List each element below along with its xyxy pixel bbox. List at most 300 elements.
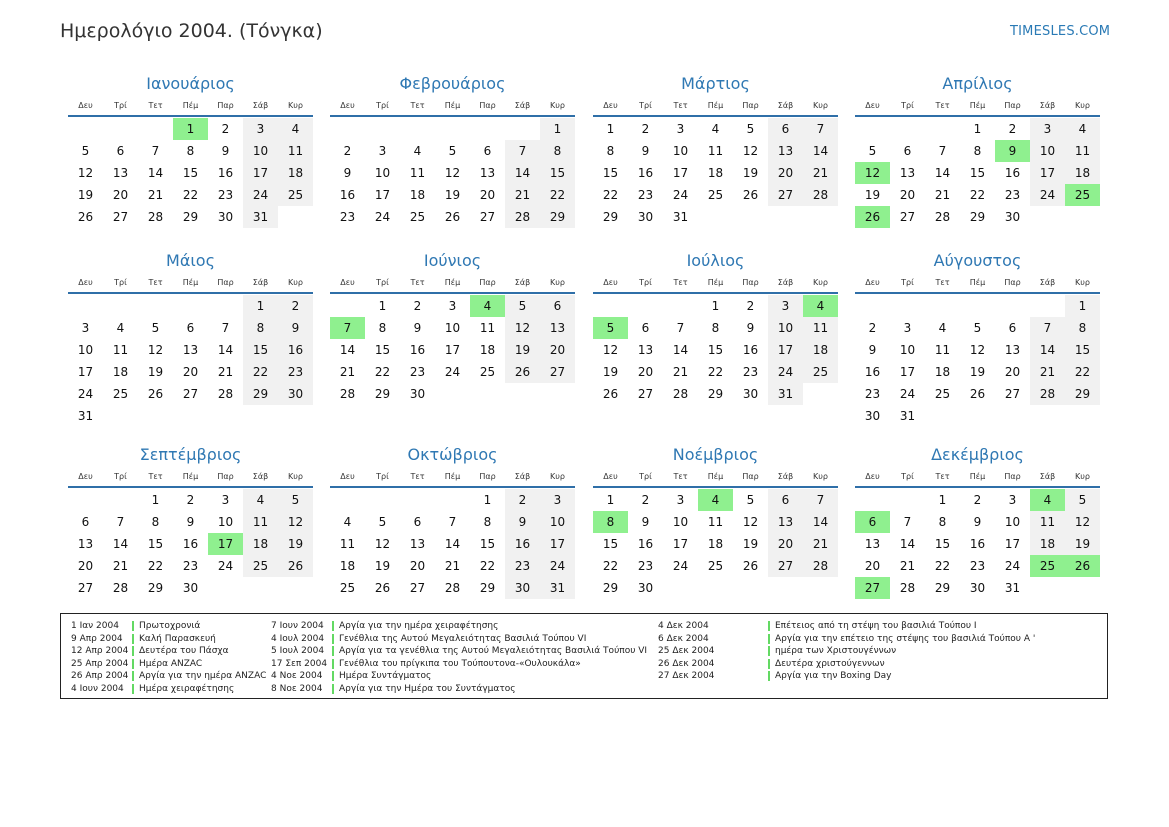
day-cell: 18 bbox=[803, 339, 838, 361]
day-cell: 5 bbox=[448, 144, 457, 158]
empty-cell bbox=[330, 118, 365, 140]
day-cell: 4 bbox=[343, 515, 352, 529]
month-name: Μάρτιος bbox=[681, 74, 750, 93]
header-divider bbox=[330, 115, 575, 117]
month-block bbox=[855, 444, 1100, 599]
day-cell: 22 bbox=[540, 184, 575, 206]
day-cell: 30 bbox=[864, 409, 881, 423]
holiday-date: 26 Απρ 2004 bbox=[71, 671, 129, 681]
day-cell: 5 bbox=[278, 489, 313, 511]
day-cell: 11 bbox=[707, 144, 724, 158]
day-cell: 16 bbox=[278, 339, 313, 361]
day-cell: 28 bbox=[899, 581, 916, 595]
day-cell: 6 bbox=[1008, 321, 1017, 335]
day-cell: 30 bbox=[182, 581, 199, 595]
month-block bbox=[593, 73, 838, 228]
day-cell: 19 bbox=[602, 365, 619, 379]
day-cell: 14 bbox=[1030, 339, 1065, 361]
day-cell: 14 bbox=[339, 343, 356, 357]
holiday-entry bbox=[271, 670, 647, 683]
empty-cell bbox=[68, 118, 103, 140]
holiday-day-cell: 8 bbox=[593, 511, 628, 533]
day-cell: 24 bbox=[444, 365, 461, 379]
weekday-label: Πέμ bbox=[182, 101, 199, 110]
day-cell: 17 bbox=[1030, 162, 1065, 184]
weekday-label: Παρ bbox=[1004, 101, 1021, 110]
weekday-label: Τετ bbox=[673, 101, 688, 110]
day-cell: 21 bbox=[803, 162, 838, 184]
site-link[interactable]: TIMESLES.COM bbox=[1010, 24, 1111, 39]
day-cell: 29 bbox=[707, 387, 724, 401]
weekday-label: Παρ bbox=[479, 101, 496, 110]
day-cell: 30 bbox=[505, 577, 540, 599]
day-cell: 13 bbox=[409, 537, 426, 551]
day-cell: 5 bbox=[151, 321, 160, 335]
holiday-date: 4 Δεκ 2004 bbox=[658, 621, 709, 631]
day-cell: 12 bbox=[1065, 511, 1100, 533]
day-cell: 4 bbox=[116, 321, 125, 335]
day-cell: 22 bbox=[969, 188, 986, 202]
day-cell: 30 bbox=[409, 387, 426, 401]
day-cell: 25 bbox=[243, 555, 278, 577]
weekday-label: Κυρ bbox=[1075, 278, 1090, 287]
weekday-label: Κυρ bbox=[813, 101, 828, 110]
day-cell: 9 bbox=[641, 144, 650, 158]
day-cell: 20 bbox=[540, 339, 575, 361]
holiday-marker bbox=[768, 671, 770, 681]
empty-cell bbox=[960, 295, 995, 317]
day-cell: 17 bbox=[444, 343, 461, 357]
weekday-header bbox=[593, 276, 838, 290]
weekday-label: Τετ bbox=[410, 278, 425, 287]
day-cell: 18 bbox=[707, 537, 724, 551]
weekday-label: Κυρ bbox=[1075, 101, 1090, 110]
weekday-label: Σάβ bbox=[252, 278, 269, 287]
day-cell: 2 bbox=[1008, 122, 1017, 136]
day-cell: 7 bbox=[151, 144, 160, 158]
day-cell: 15 bbox=[243, 339, 278, 361]
day-cell: 25 bbox=[707, 188, 724, 202]
month-name: Ιούλιος bbox=[686, 251, 745, 270]
day-cell: 11 bbox=[707, 515, 724, 529]
holiday-marker bbox=[332, 621, 334, 631]
empty-cell bbox=[68, 489, 103, 511]
empty-cell bbox=[855, 295, 890, 317]
day-cell: 16 bbox=[969, 537, 986, 551]
holiday-name: Ημέρα χειραφέτησης bbox=[139, 683, 235, 694]
day-cell: 10 bbox=[899, 343, 916, 357]
day-cell: 11 bbox=[243, 511, 278, 533]
weekday-label: Πέμ bbox=[707, 472, 724, 481]
day-cell: 7 bbox=[938, 144, 947, 158]
day-cell: 27 bbox=[1004, 387, 1021, 401]
day-cell: 3 bbox=[378, 144, 387, 158]
day-cell: 23 bbox=[409, 365, 426, 379]
month-block bbox=[330, 250, 575, 405]
holiday-list bbox=[60, 613, 1108, 699]
empty-cell bbox=[890, 295, 925, 317]
day-cell: 29 bbox=[243, 383, 278, 405]
day-cell: 7 bbox=[505, 140, 540, 162]
day-grid bbox=[855, 489, 1100, 599]
day-cell: 17 bbox=[540, 533, 575, 555]
day-cell: 3 bbox=[676, 122, 685, 136]
day-cell: 23 bbox=[217, 188, 234, 202]
weekday-label: Πέμ bbox=[444, 472, 461, 481]
empty-cell bbox=[855, 118, 890, 140]
empty-cell bbox=[890, 489, 925, 511]
day-cell: 13 bbox=[768, 511, 803, 533]
weekday-label: Πέμ bbox=[969, 278, 986, 287]
weekday-label: Σάβ bbox=[1039, 278, 1056, 287]
day-cell: 22 bbox=[1065, 361, 1100, 383]
holiday-day-cell: 26 bbox=[1065, 555, 1100, 577]
holiday-entry bbox=[71, 658, 266, 671]
day-cell: 30 bbox=[217, 210, 234, 224]
day-cell: 3 bbox=[243, 118, 278, 140]
holiday-entry bbox=[271, 658, 647, 671]
day-cell: 15 bbox=[540, 162, 575, 184]
day-cell: 31 bbox=[768, 383, 803, 405]
day-cell: 21 bbox=[899, 559, 916, 573]
day-cell: 27 bbox=[899, 210, 916, 224]
empty-cell bbox=[593, 295, 628, 317]
day-cell: 26 bbox=[278, 555, 313, 577]
day-cell: 3 bbox=[676, 493, 685, 507]
weekday-header bbox=[330, 99, 575, 113]
day-cell: 19 bbox=[278, 533, 313, 555]
holiday-entry bbox=[658, 658, 1035, 671]
day-cell: 12 bbox=[374, 537, 391, 551]
weekday-label: Τρί bbox=[376, 101, 389, 110]
day-cell: 30 bbox=[637, 581, 654, 595]
day-cell: 23 bbox=[969, 559, 986, 573]
weekday-label: Τρί bbox=[114, 101, 127, 110]
day-cell: 29 bbox=[934, 581, 951, 595]
day-cell: 8 bbox=[606, 144, 615, 158]
day-cell: 26 bbox=[444, 210, 461, 224]
day-cell: 16 bbox=[637, 166, 654, 180]
day-cell: 24 bbox=[1030, 184, 1065, 206]
day-cell: 13 bbox=[112, 166, 129, 180]
day-cell: 16 bbox=[637, 537, 654, 551]
day-cell: 11 bbox=[278, 140, 313, 162]
day-cell: 16 bbox=[1004, 166, 1021, 180]
day-cell: 14 bbox=[147, 166, 164, 180]
month-block bbox=[593, 444, 838, 599]
day-cell: 18 bbox=[707, 166, 724, 180]
day-cell: 24 bbox=[672, 559, 689, 573]
day-cell: 21 bbox=[339, 365, 356, 379]
holiday-entry bbox=[271, 633, 647, 646]
holiday-marker bbox=[132, 646, 134, 656]
holiday-date: 27 Δεκ 2004 bbox=[658, 671, 715, 681]
weekday-label: Σάβ bbox=[777, 278, 794, 287]
empty-cell bbox=[330, 489, 365, 511]
day-cell: 21 bbox=[444, 559, 461, 573]
day-cell: 20 bbox=[768, 533, 803, 555]
day-cell: 7 bbox=[803, 118, 838, 140]
holiday-entry bbox=[658, 633, 1035, 646]
day-cell: 7 bbox=[221, 321, 230, 335]
day-cell: 18 bbox=[409, 188, 426, 202]
weekday-label: Τετ bbox=[148, 278, 163, 287]
empty-cell bbox=[435, 489, 470, 511]
day-cell: 23 bbox=[742, 365, 759, 379]
holiday-day-cell: 9 bbox=[995, 140, 1030, 162]
day-cell: 24 bbox=[374, 210, 391, 224]
empty-cell bbox=[365, 489, 400, 511]
holiday-date: 7 Ιουν 2004 bbox=[271, 621, 324, 631]
empty-cell bbox=[103, 295, 138, 317]
header-divider bbox=[855, 115, 1100, 117]
weekday-header bbox=[68, 276, 313, 290]
day-grid bbox=[593, 295, 838, 405]
day-cell: 3 bbox=[1008, 493, 1017, 507]
empty-cell bbox=[505, 118, 540, 140]
weekday-label: Σάβ bbox=[514, 472, 531, 481]
header-divider bbox=[68, 486, 313, 488]
page-title: Ημερολόγιο 2004. (Τόνγκα) bbox=[60, 20, 323, 42]
day-cell: 23 bbox=[182, 559, 199, 573]
day-cell: 21 bbox=[934, 188, 951, 202]
day-cell: 12 bbox=[742, 144, 759, 158]
weekday-label: Κυρ bbox=[550, 472, 565, 481]
day-cell: 6 bbox=[413, 515, 422, 529]
holiday-name: Γενέθλια του πρίγκιπα του Τούπουτονα-«Ουλουκάλα» bbox=[339, 658, 581, 669]
day-cell: 31 bbox=[672, 210, 689, 224]
weekday-label: Τρί bbox=[901, 101, 914, 110]
weekday-label: Κυρ bbox=[550, 101, 565, 110]
holiday-entry bbox=[658, 670, 1035, 683]
weekday-label: Σάβ bbox=[252, 101, 269, 110]
weekday-label: Κυρ bbox=[288, 472, 303, 481]
day-cell: 1 bbox=[606, 493, 615, 507]
day-cell: 15 bbox=[147, 537, 164, 551]
weekday-label: Πέμ bbox=[182, 472, 199, 481]
day-cell: 5 bbox=[973, 321, 982, 335]
weekday-label: Κυρ bbox=[813, 472, 828, 481]
day-cell: 1 bbox=[606, 122, 615, 136]
day-cell: 20 bbox=[77, 559, 94, 573]
holiday-name: Αργία για την Boxing Day bbox=[775, 671, 892, 681]
weekday-label: Σάβ bbox=[514, 278, 531, 287]
day-cell: 20 bbox=[479, 188, 496, 202]
holiday-name: Αργία για τα γενέθλια της Αυτού Μεγαλειότητας Βασιλιά Τούπου VI bbox=[339, 646, 648, 656]
weekday-label: Τρί bbox=[639, 101, 652, 110]
day-cell: 21 bbox=[1030, 361, 1065, 383]
holiday-day-cell: 17 bbox=[208, 533, 243, 555]
day-cell: 14 bbox=[505, 162, 540, 184]
holiday-marker bbox=[132, 671, 134, 681]
weekday-label: Δευ bbox=[865, 278, 880, 287]
day-cell: 30 bbox=[278, 383, 313, 405]
day-cell: 31 bbox=[1004, 581, 1021, 595]
day-cell: 8 bbox=[540, 140, 575, 162]
header-divider bbox=[68, 115, 313, 117]
day-cell: 18 bbox=[339, 559, 356, 573]
day-cell: 24 bbox=[540, 555, 575, 577]
day-cell: 21 bbox=[147, 188, 164, 202]
empty-cell bbox=[330, 295, 365, 317]
day-cell: 24 bbox=[217, 559, 234, 573]
month-name: Ιούνιος bbox=[423, 251, 482, 270]
day-cell: 12 bbox=[505, 317, 540, 339]
weekday-label: Τετ bbox=[935, 101, 950, 110]
weekday-label: Δευ bbox=[865, 472, 880, 481]
day-cell: 25 bbox=[278, 184, 313, 206]
holiday-name: Δευτέρα του Πάσχα bbox=[139, 646, 229, 656]
weekday-label: Παρ bbox=[479, 472, 496, 481]
day-cell: 22 bbox=[934, 559, 951, 573]
day-grid bbox=[330, 489, 575, 599]
day-grid bbox=[330, 118, 575, 228]
day-cell: 13 bbox=[637, 343, 654, 357]
day-cell: 31 bbox=[243, 206, 278, 228]
day-cell: 10 bbox=[217, 515, 234, 529]
weekday-header bbox=[330, 470, 575, 484]
weekday-label: Σάβ bbox=[777, 101, 794, 110]
day-cell: 16 bbox=[505, 533, 540, 555]
holiday-marker bbox=[132, 621, 134, 631]
holiday-date: 9 Απρ 2004 bbox=[71, 633, 123, 644]
holiday-name: Ημέρα Συντάγματος bbox=[339, 671, 432, 681]
day-cell: 27 bbox=[637, 387, 654, 401]
day-cell: 1 bbox=[711, 299, 720, 313]
empty-cell bbox=[890, 118, 925, 140]
day-cell: 3 bbox=[903, 321, 912, 335]
day-cell: 29 bbox=[969, 210, 986, 224]
empty-cell bbox=[103, 489, 138, 511]
day-cell: 28 bbox=[339, 387, 356, 401]
holiday-day-cell: 7 bbox=[330, 317, 365, 339]
holiday-date: 4 Ιουν 2004 bbox=[71, 683, 124, 694]
holiday-entry bbox=[658, 620, 1035, 633]
day-cell: 20 bbox=[182, 365, 199, 379]
holiday-date: 25 Δεκ 2004 bbox=[658, 646, 715, 656]
day-cell: 13 bbox=[479, 166, 496, 180]
holiday-day-cell: 4 bbox=[1030, 489, 1065, 511]
day-cell: 25 bbox=[112, 387, 129, 401]
day-cell: 14 bbox=[899, 537, 916, 551]
day-cell: 17 bbox=[243, 162, 278, 184]
day-cell: 31 bbox=[899, 409, 916, 423]
day-cell: 11 bbox=[112, 343, 129, 357]
day-cell: 19 bbox=[444, 188, 461, 202]
weekday-label: Δευ bbox=[340, 101, 355, 110]
day-cell: 18 bbox=[112, 365, 129, 379]
holiday-column bbox=[658, 620, 1035, 683]
day-cell: 27 bbox=[768, 184, 803, 206]
day-cell: 1 bbox=[483, 493, 492, 507]
day-cell: 29 bbox=[374, 387, 391, 401]
day-cell: 25 bbox=[409, 210, 426, 224]
day-cell: 19 bbox=[742, 166, 759, 180]
day-cell: 17 bbox=[77, 365, 94, 379]
month-block bbox=[593, 250, 838, 405]
holiday-entry bbox=[71, 633, 266, 646]
holiday-name: Αργία για την επέτειο της στέψης του βασιλιά Τούπου A ' bbox=[775, 633, 1036, 644]
holiday-name: Δευτέρα χριστούγεννων bbox=[775, 658, 885, 669]
weekday-label: Σάβ bbox=[777, 472, 794, 481]
holiday-day-cell: 6 bbox=[855, 511, 890, 533]
day-cell: 15 bbox=[1065, 339, 1100, 361]
weekday-label: Δευ bbox=[340, 472, 355, 481]
holiday-marker bbox=[768, 646, 770, 656]
day-cell: 1 bbox=[1065, 295, 1100, 317]
day-cell: 20 bbox=[864, 559, 881, 573]
day-cell: 2 bbox=[641, 122, 650, 136]
day-cell: 16 bbox=[217, 166, 234, 180]
weekday-label: Δευ bbox=[78, 101, 93, 110]
day-cell: 27 bbox=[112, 210, 129, 224]
day-cell: 10 bbox=[444, 321, 461, 335]
day-cell: 22 bbox=[182, 188, 199, 202]
day-cell: 14 bbox=[672, 343, 689, 357]
day-cell: 15 bbox=[602, 166, 619, 180]
day-cell: 7 bbox=[448, 515, 457, 529]
header-divider bbox=[855, 486, 1100, 488]
holiday-date: 4 Ιουλ 2004 bbox=[271, 633, 325, 644]
day-cell: 9 bbox=[641, 515, 650, 529]
day-cell: 20 bbox=[637, 365, 654, 379]
day-cell: 2 bbox=[186, 493, 195, 507]
holiday-date: 12 Απρ 2004 bbox=[71, 646, 129, 656]
day-cell: 23 bbox=[637, 188, 654, 202]
weekday-label: Κυρ bbox=[288, 101, 303, 110]
day-cell: 27 bbox=[77, 581, 94, 595]
day-cell: 5 bbox=[746, 122, 755, 136]
day-cell: 15 bbox=[934, 537, 951, 551]
day-cell: 1 bbox=[540, 118, 575, 140]
day-cell: 2 bbox=[868, 321, 877, 335]
empty-cell bbox=[138, 118, 173, 140]
weekday-label: Δευ bbox=[78, 472, 93, 481]
weekday-label: Τετ bbox=[148, 472, 163, 481]
day-cell: 9 bbox=[343, 166, 352, 180]
day-cell: 10 bbox=[672, 144, 689, 158]
day-cell: 16 bbox=[864, 365, 881, 379]
day-cell: 25 bbox=[707, 559, 724, 573]
holiday-marker bbox=[768, 634, 770, 644]
holiday-name: Ημέρα ANZAC bbox=[139, 658, 203, 669]
holiday-entry bbox=[271, 645, 647, 658]
day-cell: 2 bbox=[641, 493, 650, 507]
day-cell: 10 bbox=[540, 511, 575, 533]
day-cell: 20 bbox=[112, 188, 129, 202]
day-cell: 13 bbox=[77, 537, 94, 551]
day-cell: 25 bbox=[803, 361, 838, 383]
day-grid bbox=[330, 295, 575, 405]
holiday-day-cell: 5 bbox=[593, 317, 628, 339]
day-cell: 19 bbox=[147, 365, 164, 379]
holiday-column bbox=[71, 620, 266, 695]
month-name: Οκτώβριος bbox=[407, 445, 498, 464]
day-cell: 4 bbox=[711, 122, 720, 136]
day-cell: 10 bbox=[1030, 140, 1065, 162]
weekday-label: Σάβ bbox=[514, 101, 531, 110]
holiday-day-cell: 4 bbox=[470, 295, 505, 317]
day-cell: 11 bbox=[1065, 140, 1100, 162]
day-cell: 4 bbox=[278, 118, 313, 140]
holiday-marker bbox=[332, 684, 334, 694]
day-cell: 25 bbox=[479, 365, 496, 379]
holiday-day-cell: 25 bbox=[1065, 184, 1100, 206]
day-cell: 17 bbox=[1004, 537, 1021, 551]
day-cell: 29 bbox=[602, 210, 619, 224]
weekday-header bbox=[593, 470, 838, 484]
empty-cell bbox=[435, 118, 470, 140]
